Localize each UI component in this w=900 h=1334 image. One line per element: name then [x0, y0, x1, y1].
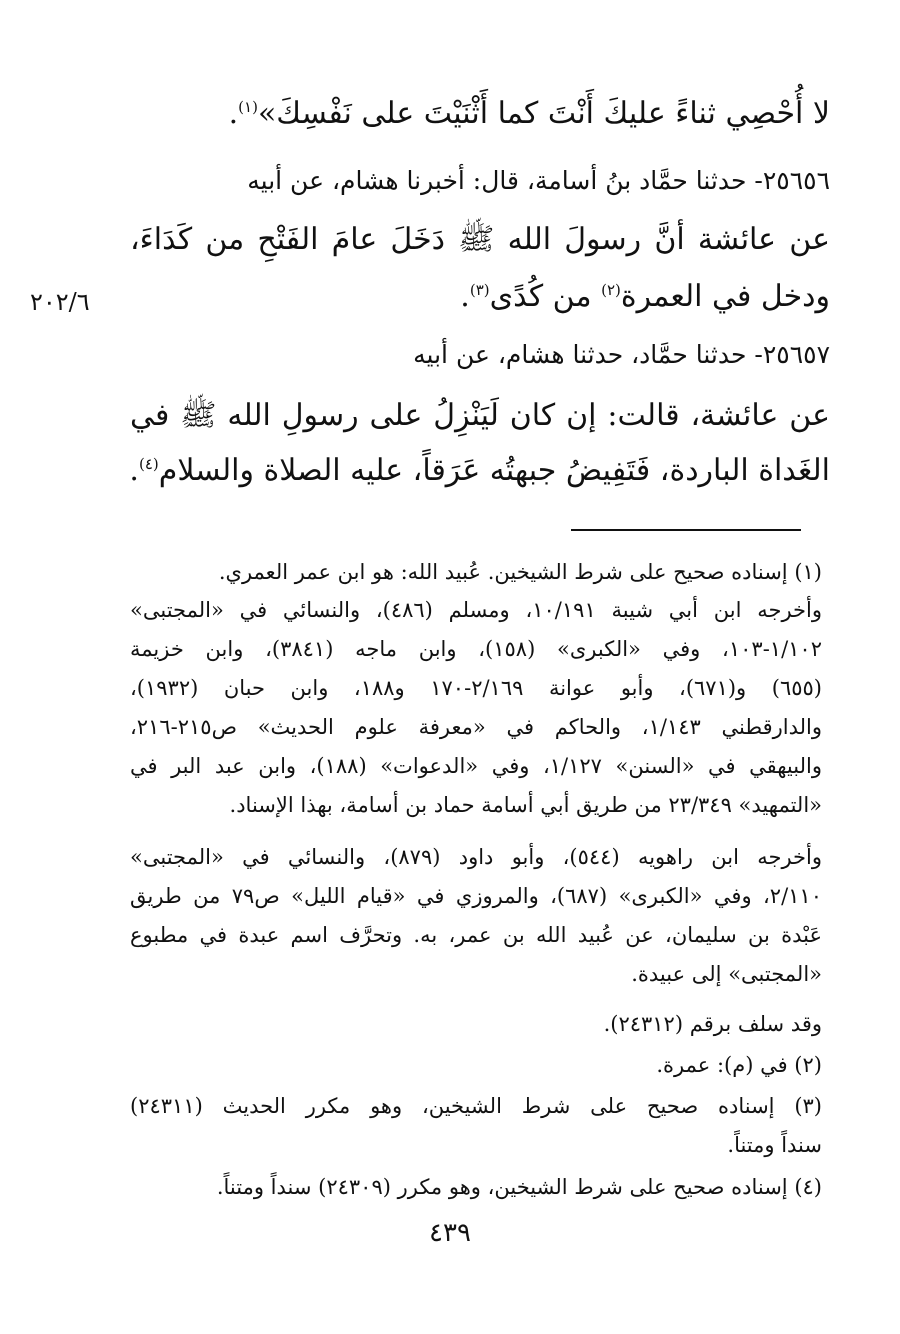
- footnote-1-line-5: والدارقطني ١/١٤٣، والحاكم في «معرفة علوم الحديث» ص٢١٥-٢١٦،: [130, 715, 822, 739]
- footnote-1-line-1: (١) إسناده صحيح على شرط الشيخين. عُبيد الله: هو ابن عمر العمري.: [218, 560, 822, 584]
- margin-reference: ٢٠٢/٦: [30, 288, 90, 316]
- footnote-1-line-4: (٦٥٥) و(٦٧١)، وأبو عوانة ٢/١٦٩-١٧٠ و١٨٨، وابن حبان (١٩٣٢)،: [130, 676, 822, 700]
- footnote-1-line-3: ١/١٠٢-١٠٣، وفي «الكبرى» (١٥٨)، وابن ماجه (٣٨٤١)، وابن خزيمة: [130, 637, 822, 661]
- footnote-separator: [571, 529, 801, 531]
- footnote-ref-4: (٤): [138, 455, 159, 473]
- hadith-text-line-3: عن عائشة أنَّ رسولَ الله ﷺ دَخَلَ عامَ الفَتْحِ من كَدَاءَ،: [130, 222, 830, 257]
- footnote-ref-3: (٣): [469, 281, 490, 299]
- hadith-text-line-7: الغَداة الباردة، فَتَفِيضُ جبهتُه عَرَقاً، عليه الصلاة والسلام$^{(٤)}$.: [129, 453, 830, 488]
- isnad-25657: ٢٥٦٥٧- حدثنا حمَّاد، حدثنا هشام، عن أبيه: [413, 340, 830, 369]
- footnote-2: (٢) في (م): عمرة.: [656, 1053, 822, 1077]
- footnote-1-line-2: وأخرجه ابن أبي شيبة ١٠/١٩١، ومسلم (٤٨٦)، والنسائي في «المجتبى»: [130, 598, 822, 622]
- hadith-text-line-4: ودخل في العمرة$^{(٢)}$ من كُدًى$^{(٣)}$.: [460, 279, 830, 314]
- footnote-1-line-7: «التمهيد» ٢٣/٣٤٩ من طريق أبي أسامة حماد بن أسامة، بهذا الإسناد.: [229, 793, 822, 817]
- footnote-ref-2: (٢): [601, 281, 621, 299]
- page-number: ٤٣٩: [429, 1218, 471, 1248]
- footnote-4: (٤) إسناده صحيح على شرط الشيخين، وهو مكرر (٢٤٣٠٩) سنداً ومتناً.: [216, 1175, 822, 1199]
- footnote-1-line-6: والبيهقي في «السنن» ١/١٢٧، وفي «الدعوات» (١٨٨)، وابن عبد البر في: [130, 754, 822, 778]
- hadith-text-line-1: لا أُحْصِي ثناءً عليكَ أَنْتَ كما أَثْنَيْتَ على نَفْسِكَ»$^{(١)}$.: [228, 96, 830, 131]
- footnote-3-line-2: سنداً ومتناً.: [727, 1133, 822, 1157]
- footnote-1-line-10: عَبْدة بن سليمان، عن عُبيد الله بن عمر، به. وتحرَّف اسم عبدة في مطبوع: [130, 923, 822, 947]
- footnote-1-line-12: وقد سلف برقم (٢٤٣١٢).: [603, 1012, 822, 1036]
- footnote-ref-1: (١): [238, 98, 258, 116]
- footnote-1-line-9: ٢/١١٠، وفي «الكبرى» (٦٨٧)، والمروزي في «قيام الليل» ص٧٩ من طريق: [130, 884, 822, 908]
- footnote-3-line-1: (٣) إسناده صحيح على شرط الشيخين، وهو مكرر الحديث (٢٤٣١١): [130, 1094, 822, 1118]
- footnote-1-line-11: «المجتبى» إلى عبيدة.: [631, 962, 822, 986]
- isnad-25656: ٢٥٦٥٦- حدثنا حمَّاد بنُ أسامة، قال: أخبرنا هشام، عن أبيه: [247, 166, 830, 195]
- footnote-1-line-8: وأخرجه ابن راهويه (٥٤٤)، وأبو داود (٨٧٩)، والنسائي في «المجتبى»: [130, 845, 822, 869]
- hadith-text-line-6: عن عائشة، قالت: إن كان لَيَنْزِلُ على رسولِ الله ﷺ في: [130, 398, 830, 433]
